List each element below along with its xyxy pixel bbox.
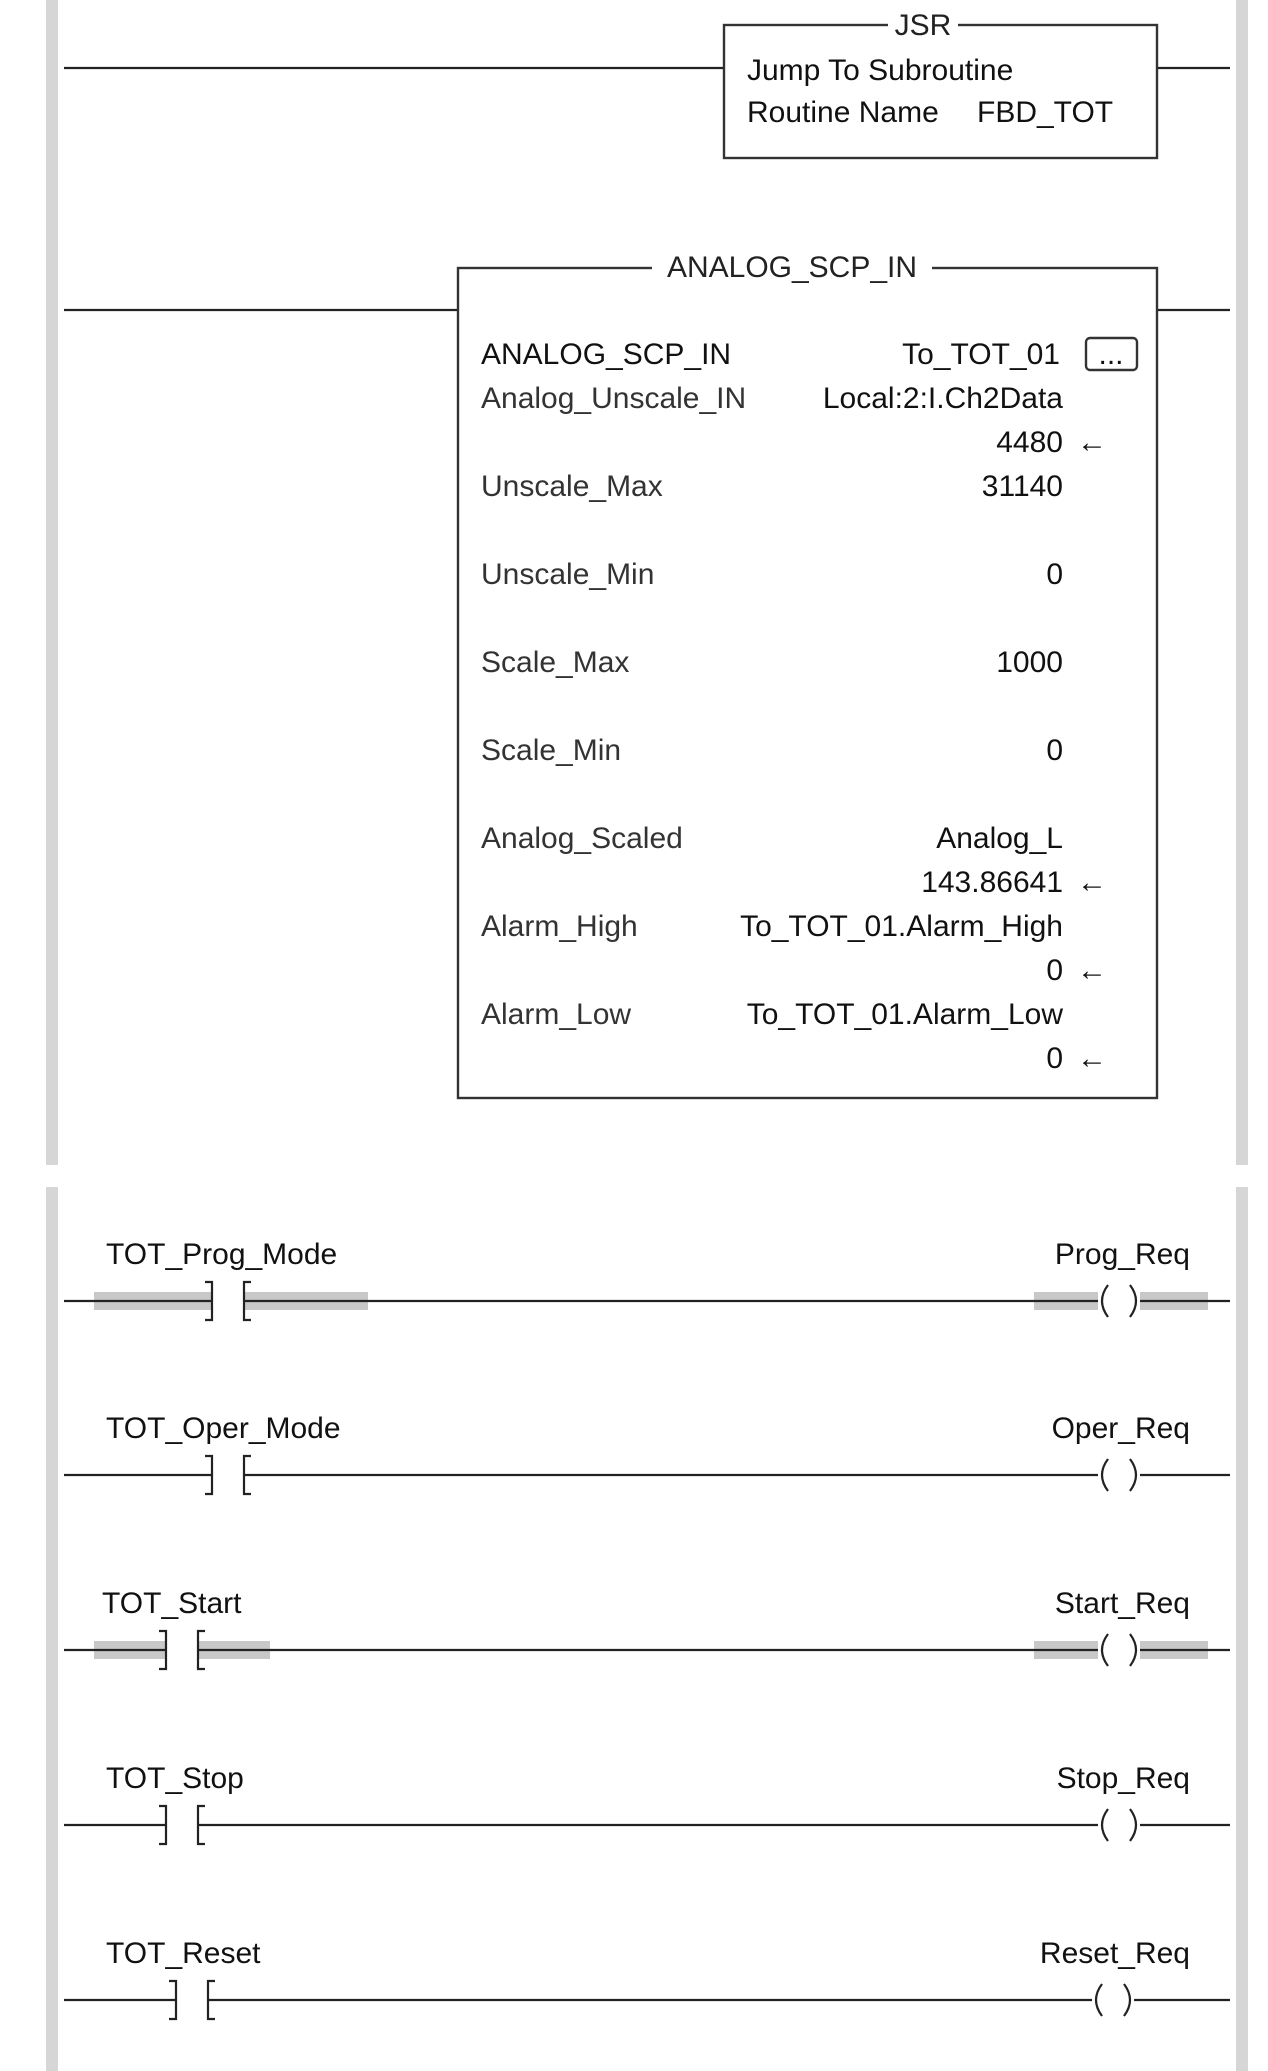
normally-open-contact-icon[interactable] <box>159 1806 205 1844</box>
normally-open-contact-icon[interactable] <box>169 1981 215 2019</box>
param-name: Unscale_Max <box>481 470 663 503</box>
param-name: Scale_Max <box>481 646 630 679</box>
rung-2[interactable] <box>64 1412 1230 1494</box>
param-value[interactable]: Analog_L <box>936 822 1063 855</box>
normally-open-contact-icon[interactable] <box>205 1282 251 1320</box>
param-name: Analog_Unscale_IN <box>481 382 747 415</box>
output-coil-icon[interactable] <box>1096 1984 1130 2016</box>
coil-tag[interactable]: Prog_Req <box>1054 1238 1190 1271</box>
rung-4[interactable] <box>64 1762 1230 1844</box>
live-arrow-icon: ← <box>1077 1042 1107 1075</box>
live-arrow-icon: ← <box>1077 866 1107 899</box>
jsr-routine-label: Routine Name <box>747 96 939 129</box>
contact-tag[interactable]: TOT_Start <box>102 1587 242 1620</box>
browse-button[interactable] <box>1086 338 1137 371</box>
left-power-rail-top <box>46 0 58 1165</box>
normally-open-contact-icon[interactable] <box>159 1631 205 1669</box>
rung-5[interactable] <box>64 1937 1230 2019</box>
param-value[interactable]: 0 <box>1046 734 1063 767</box>
param-name: Alarm_Low <box>481 998 632 1031</box>
jsr-block[interactable] <box>724 25 1157 158</box>
contact-tag[interactable]: TOT_Oper_Mode <box>106 1412 341 1445</box>
param-value[interactable]: Local:2:I.Ch2Data <box>822 382 1063 415</box>
param-value[interactable]: 1000 <box>996 646 1063 679</box>
param-name: Unscale_Min <box>481 558 655 591</box>
coil-tag[interactable]: Start_Req <box>1054 1587 1190 1620</box>
param-value[interactable]: To_TOT_01.Alarm_High <box>740 910 1063 943</box>
output-coil-icon[interactable] <box>1102 1634 1136 1666</box>
jsr-routine-value[interactable]: FBD_TOT <box>977 96 1114 129</box>
jsr-rung[interactable] <box>64 8 1230 158</box>
jsr-title: JSR <box>894 9 952 42</box>
param-value[interactable]: 31140 <box>981 470 1063 503</box>
param-value[interactable]: 0 <box>1046 558 1063 591</box>
coil-tag[interactable]: Oper_Req <box>1051 1412 1190 1445</box>
output-coil-icon[interactable] <box>1102 1809 1136 1841</box>
svg-text:...: ... <box>1098 338 1124 371</box>
coil-tag[interactable]: Reset_Req <box>1039 1937 1190 1970</box>
aoi-instance-label: ANALOG_SCP_IN <box>481 338 732 371</box>
jsr-description: Jump To Subroutine <box>747 54 1014 87</box>
param-live-value: 0 <box>1046 954 1063 987</box>
right-power-rail-bottom <box>1236 1187 1248 2071</box>
aoi-title: ANALOG_SCP_IN <box>666 251 918 284</box>
param-live-value: 0 <box>1046 1042 1063 1075</box>
coil-tag[interactable]: Stop_Req <box>1056 1762 1190 1795</box>
rung-3[interactable] <box>64 1587 1230 1669</box>
rung-1[interactable] <box>64 1238 1230 1320</box>
param-live-value: 143.86641 <box>921 866 1063 899</box>
right-power-rail-top <box>1236 0 1248 1165</box>
aoi-rung[interactable] <box>64 250 1230 1098</box>
param-value[interactable]: To_TOT_01.Alarm_Low <box>746 998 1063 1031</box>
left-power-rail-bottom <box>46 1187 58 2071</box>
output-coil-icon[interactable] <box>1102 1285 1136 1317</box>
live-arrow-icon: ← <box>1077 426 1107 459</box>
contact-tag[interactable]: TOT_Stop <box>106 1762 244 1795</box>
param-name: Analog_Scaled <box>481 822 683 855</box>
contact-tag[interactable]: TOT_Prog_Mode <box>106 1238 338 1271</box>
aoi-instance-value[interactable]: To_TOT_01 <box>902 338 1060 371</box>
live-arrow-icon: ← <box>1077 954 1107 987</box>
param-name: Alarm_High <box>481 910 638 943</box>
param-name: Scale_Min <box>481 734 622 767</box>
normally-open-contact-icon[interactable] <box>205 1456 251 1494</box>
output-coil-icon[interactable] <box>1102 1459 1136 1491</box>
param-live-value: 4480 <box>996 426 1063 459</box>
contact-tag[interactable]: TOT_Reset <box>106 1937 261 1970</box>
